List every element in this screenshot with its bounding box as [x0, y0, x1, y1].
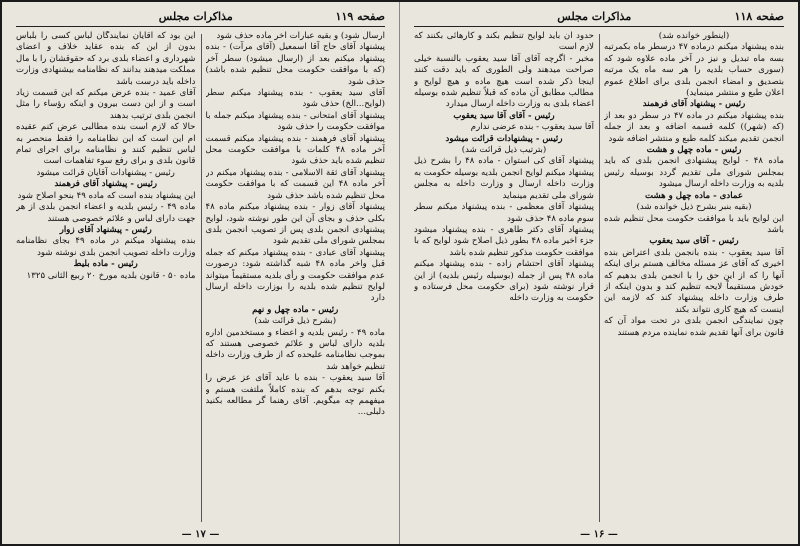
- running-title: مذاکرات مجلس: [158, 10, 233, 23]
- paragraph: ارسال شود) و بقیه عبارات آخر ماده حذف شود: [216, 31, 385, 41]
- section-heading: رئیس - ماده بلیط: [73, 259, 138, 270]
- page-header: [16, 10, 385, 27]
- paragraph: پیشنهاد آقای ثقة الاسلامی - بنده پیشنهاد میکنم در آخر ماده ۴۸ این قسمت که با موافقت حکومت محل تنظیم شده باشد حذف شود: [205, 167, 385, 201]
- section-heading: عمادی - ماده چهل و هشت: [645, 190, 743, 201]
- column-right: [604, 31, 784, 525]
- paragraph: پیشنهاد آقای احتشام زاده - بنده پیشنهاد میکنم ماده ۴۸ پس از جمله (بوسیله رئیس بلدیه) از این قرار نوشته شود (برای حکومت محل فرستاده و حکومت به وزارت داخله: [414, 259, 594, 304]
- section-heading: رئیس - پیشنهاد آقای فرهمند: [642, 99, 746, 110]
- paragraph: آقای سید یعقوب - بنده پیشنهاد میکنم سطر (لوایح...الخ) حذف شود: [205, 88, 385, 110]
- paragraph: این لوایح باید با موافقت حکومت محل تنظیم شده باشد: [604, 213, 784, 235]
- page-number: صفحه ۱۱۸: [734, 10, 784, 23]
- column-right: [206, 31, 386, 525]
- section-heading: رئیس - ماده چهل و هشت: [646, 145, 742, 156]
- section-heading: رئیس - پیشنهادات قرائت میشود: [445, 133, 563, 144]
- paragraph: حدود آن باید لوایح تنظیم بکند و کارهائی بکنند که لازم است: [414, 31, 594, 53]
- paragraph: پیشنهاد آقای معظمی - بنده پیشنهاد میکنم سطر سوم ماده ۴۸ حذف شود: [414, 202, 594, 224]
- section-heading: رئیس - پیشنهاد آقای فرهمند: [54, 179, 158, 190]
- column-left: [414, 31, 594, 525]
- paragraph: بنده پیشنهاد میکنم در ماده ۴۷ در سطر دو بعد از (که (شهر)) کلمه قسمه اضافه و بعد از جمله انجمن تقدیم میکند کلمه طبع و منتشر اضافه شود: [604, 110, 784, 144]
- paragraph: آقا سید یعقوب - بنده با عاید آقای عز عرض را بکنم توجه بدهم که بنده کاملاً ملتفت هستم و میفهمم چه میگویم. آقای رهنما گر مطالعه بکنید دلبلی...: [205, 373, 385, 418]
- paragraph: آقا سید یعقوب - بنده عرضی ندارم: [470, 122, 594, 133]
- left-page: [2, 2, 400, 544]
- paragraph: آقا سید یعقوب - بنده بانجمن بلدی اعتراض بنده اخیری که آقای عز مسئله مخالف هستم برای اینکه آنها را که از این حق را با انجمن بلدی بدهیم که خودش مستقیماً لایحه تنظیم کند و بدون اینکه از طرف وزارت داخله پیشنهاد کند که لازمه این اینست که هیچ کاری نتواند بکند: [604, 247, 784, 315]
- paragraph: (بقیه بنبر بشرح ذیل خوانده شد): [636, 202, 752, 213]
- right-page: [400, 2, 798, 544]
- paragraph: حالا که لازم است بنده مطالبی عرض کنم عقیده ام این است که این نظامنامه را فقط منحصر به لباس تنظیم کنند و نظامنامه برای اجرای تمام قانون بلدی و برای رفع سوء تفاهمات است: [16, 122, 196, 167]
- paragraph: ماده ۴۹ - رئیس بلدیه و اعضاء و مستخدمین اداره بلدیه دارای لباس و علائم خصوصی هستند که بموجب نظامنامه علیحده که از طرف وزارت داخله تنظیم خواهد شد: [205, 327, 385, 372]
- paragraph: پیشنهاد آقای حاج آقا اسمعیل (آقای مرآت) - بنده پیشنهاد میکنم بعد از (ارسال میشود) سطر آخر (که با موافقت حکومت محل تنظیم شده باشد) حذف شود: [205, 42, 385, 87]
- paragraph: ماده ۴۹ - رئیس بلدیه و اعضاء انجمن بلدی از هر جهت دارای لباس و علائم خصوصی هستند: [16, 202, 196, 224]
- page-footer: — ۱۷ —: [181, 529, 220, 540]
- paragraph: ماده ۴۸ - لوایح پیشنهادی انجمن بلدی که باید بمجلس شورای ملی تقدیم گردد بوسیله رئیس بلدیه به وزارت داخله ارسال میشود: [604, 156, 784, 190]
- paragraph: رئیس - پیشنهادات آقایان قرائت میشود: [36, 167, 175, 178]
- paragraph: پیشنهاد آقای دکتر طاهری - بنده پیشنهاد میشود جزء اخیر ماده ۴۸ بطور ذیل اصلاح شود لوایح که با موافقت حکومت مذکور تنظیم شده باشد: [414, 224, 594, 258]
- section-heading: رئیس - پیشنهاد آقای زوار: [59, 224, 152, 235]
- paragraph: آقای عمید - بنده عرض میکنم که این قسمت زیاد است و از این دست بیرون و اینکه رؤساء را مثل انجمن بلدی ترتیب بدهند: [16, 88, 196, 121]
- paragraph: (بشرح ذیل قرائت شد): [254, 316, 337, 327]
- page-header: [414, 10, 784, 27]
- section-heading: رئیس - ماده چهل و نهم: [252, 304, 339, 315]
- paragraph: مخبر - اگرچه آقای آقا سید یعقوب بالنسبة خیلی صراحت میدهند ولی الطوری که باید دقت کنند اینجا ذکر شده است هیچ ماده و هیچ لوایح و مطالب مطابق آن ماده که قبلاً تنظیم شده بوسیله اعضاء بلدی به وزارت داخله ارسال میدارد: [414, 53, 594, 110]
- paragraph: ماده ۵۰ - قانون بلدیه مورخ ۲۰ ربیع الثانی ۱۳۲۵: [26, 270, 196, 281]
- paragraph: این پیشنهاد بنده است که ماده ۴۹ بنحو اصلاح شود: [17, 190, 196, 201]
- section-heading: رئیس - آقای سید یعقوب: [649, 236, 739, 247]
- page-footer: — ۱۶ —: [580, 529, 618, 540]
- running-title: مذاکرات مجلس: [557, 10, 632, 23]
- column-left: [16, 31, 196, 525]
- paragraph: بنده پیشنهاد میکنم درماده ۴۷ درسطر ماه بکمرتبه بسه ماه تبدیل و نیز در آخر ماده علاوه شود که (سوری حساب بلدیه را هر سه ماه یک مرتبه بتصدیق و امضاء انجمن بلدی برای اطلاع عموم اعلان طبع و منتشر مینماید): [604, 42, 784, 99]
- paragraph: (اینطور خوانده شد): [658, 31, 730, 41]
- page-number: صفحه ۱۱۹: [335, 10, 385, 23]
- paragraph: چون نمایندگی انجمن بلدی در تحت مواد آن که قانون برای آنها تقدیم شده نماینده مردم هستند: [604, 316, 784, 338]
- column-divider: [599, 34, 600, 522]
- paragraph: (بترتیب ذیل قرائت شد): [461, 145, 547, 156]
- paragraph: پیشنهاد آقای کی استوان - ماده ۴۸ را بشرح ذیل پیشنهاد میکنم لوایح انجمن بلدیه بوسیله حکومت به وزارت داخله ارسال و وزارت داخله به مجلس شورای ملی تقدیم مینماید: [414, 156, 594, 201]
- paragraph: بنده پیشنهاد میکنم در ماده ۴۹ بجای نظامنامه وزارت داخله تصویب انجمن بلدی نوشته شود: [16, 236, 196, 258]
- section-heading: رئیس - آقای آقا سید یعقوب: [453, 110, 555, 121]
- paragraph: پیشنهاد آقای زوار - بنده پیشنهاد میکنم ماده ۴۸ بکلی حذف و بجای آن این طور نوشته شود، لوایح پیشنهادی انجمن بلدی پس از تصویب انجمن بلدی بمجلس شورای ملی تقدیم شود: [205, 202, 385, 247]
- paragraph: پیشنهاد آقای عبادی - بنده پیشنهاد میکنم که جمله قبل واخر ماده ۴۸ شبه گذاشته شود: درصورت عدم موافقت حکومت و رأی بلدیه مستقیماً میتواند لوایح تنظیم شده بلدیه را بوزارت داخله ارسال دارد: [205, 247, 385, 304]
- column-divider: [201, 34, 202, 522]
- paragraph: این بود که آقایان نمایندگان لباس کسی را بلباس بدون از این که بنده عقاید خلاف و اعضای شهرداری و اعضاء بلدی برد که حقوقشان را با مال مملکت میدهند بدانند که نظامنامه بیشنهادی وزارت داخله باید درست باشد: [16, 31, 196, 87]
- book-spread: [2, 2, 798, 544]
- paragraph: پیشنهاد آقای فرهمند - بنده پیشنهاد میکنم قسمت آخر ماده ۴۸ کلمات با موافقت حکومت محل تنظیم شده باید حذف شود: [205, 133, 385, 167]
- paragraph: پیشنهاد آقای امتحانی - بنده پیشنهاد میکنم جمله با موافقت حکومت را حذف شود: [205, 110, 385, 133]
